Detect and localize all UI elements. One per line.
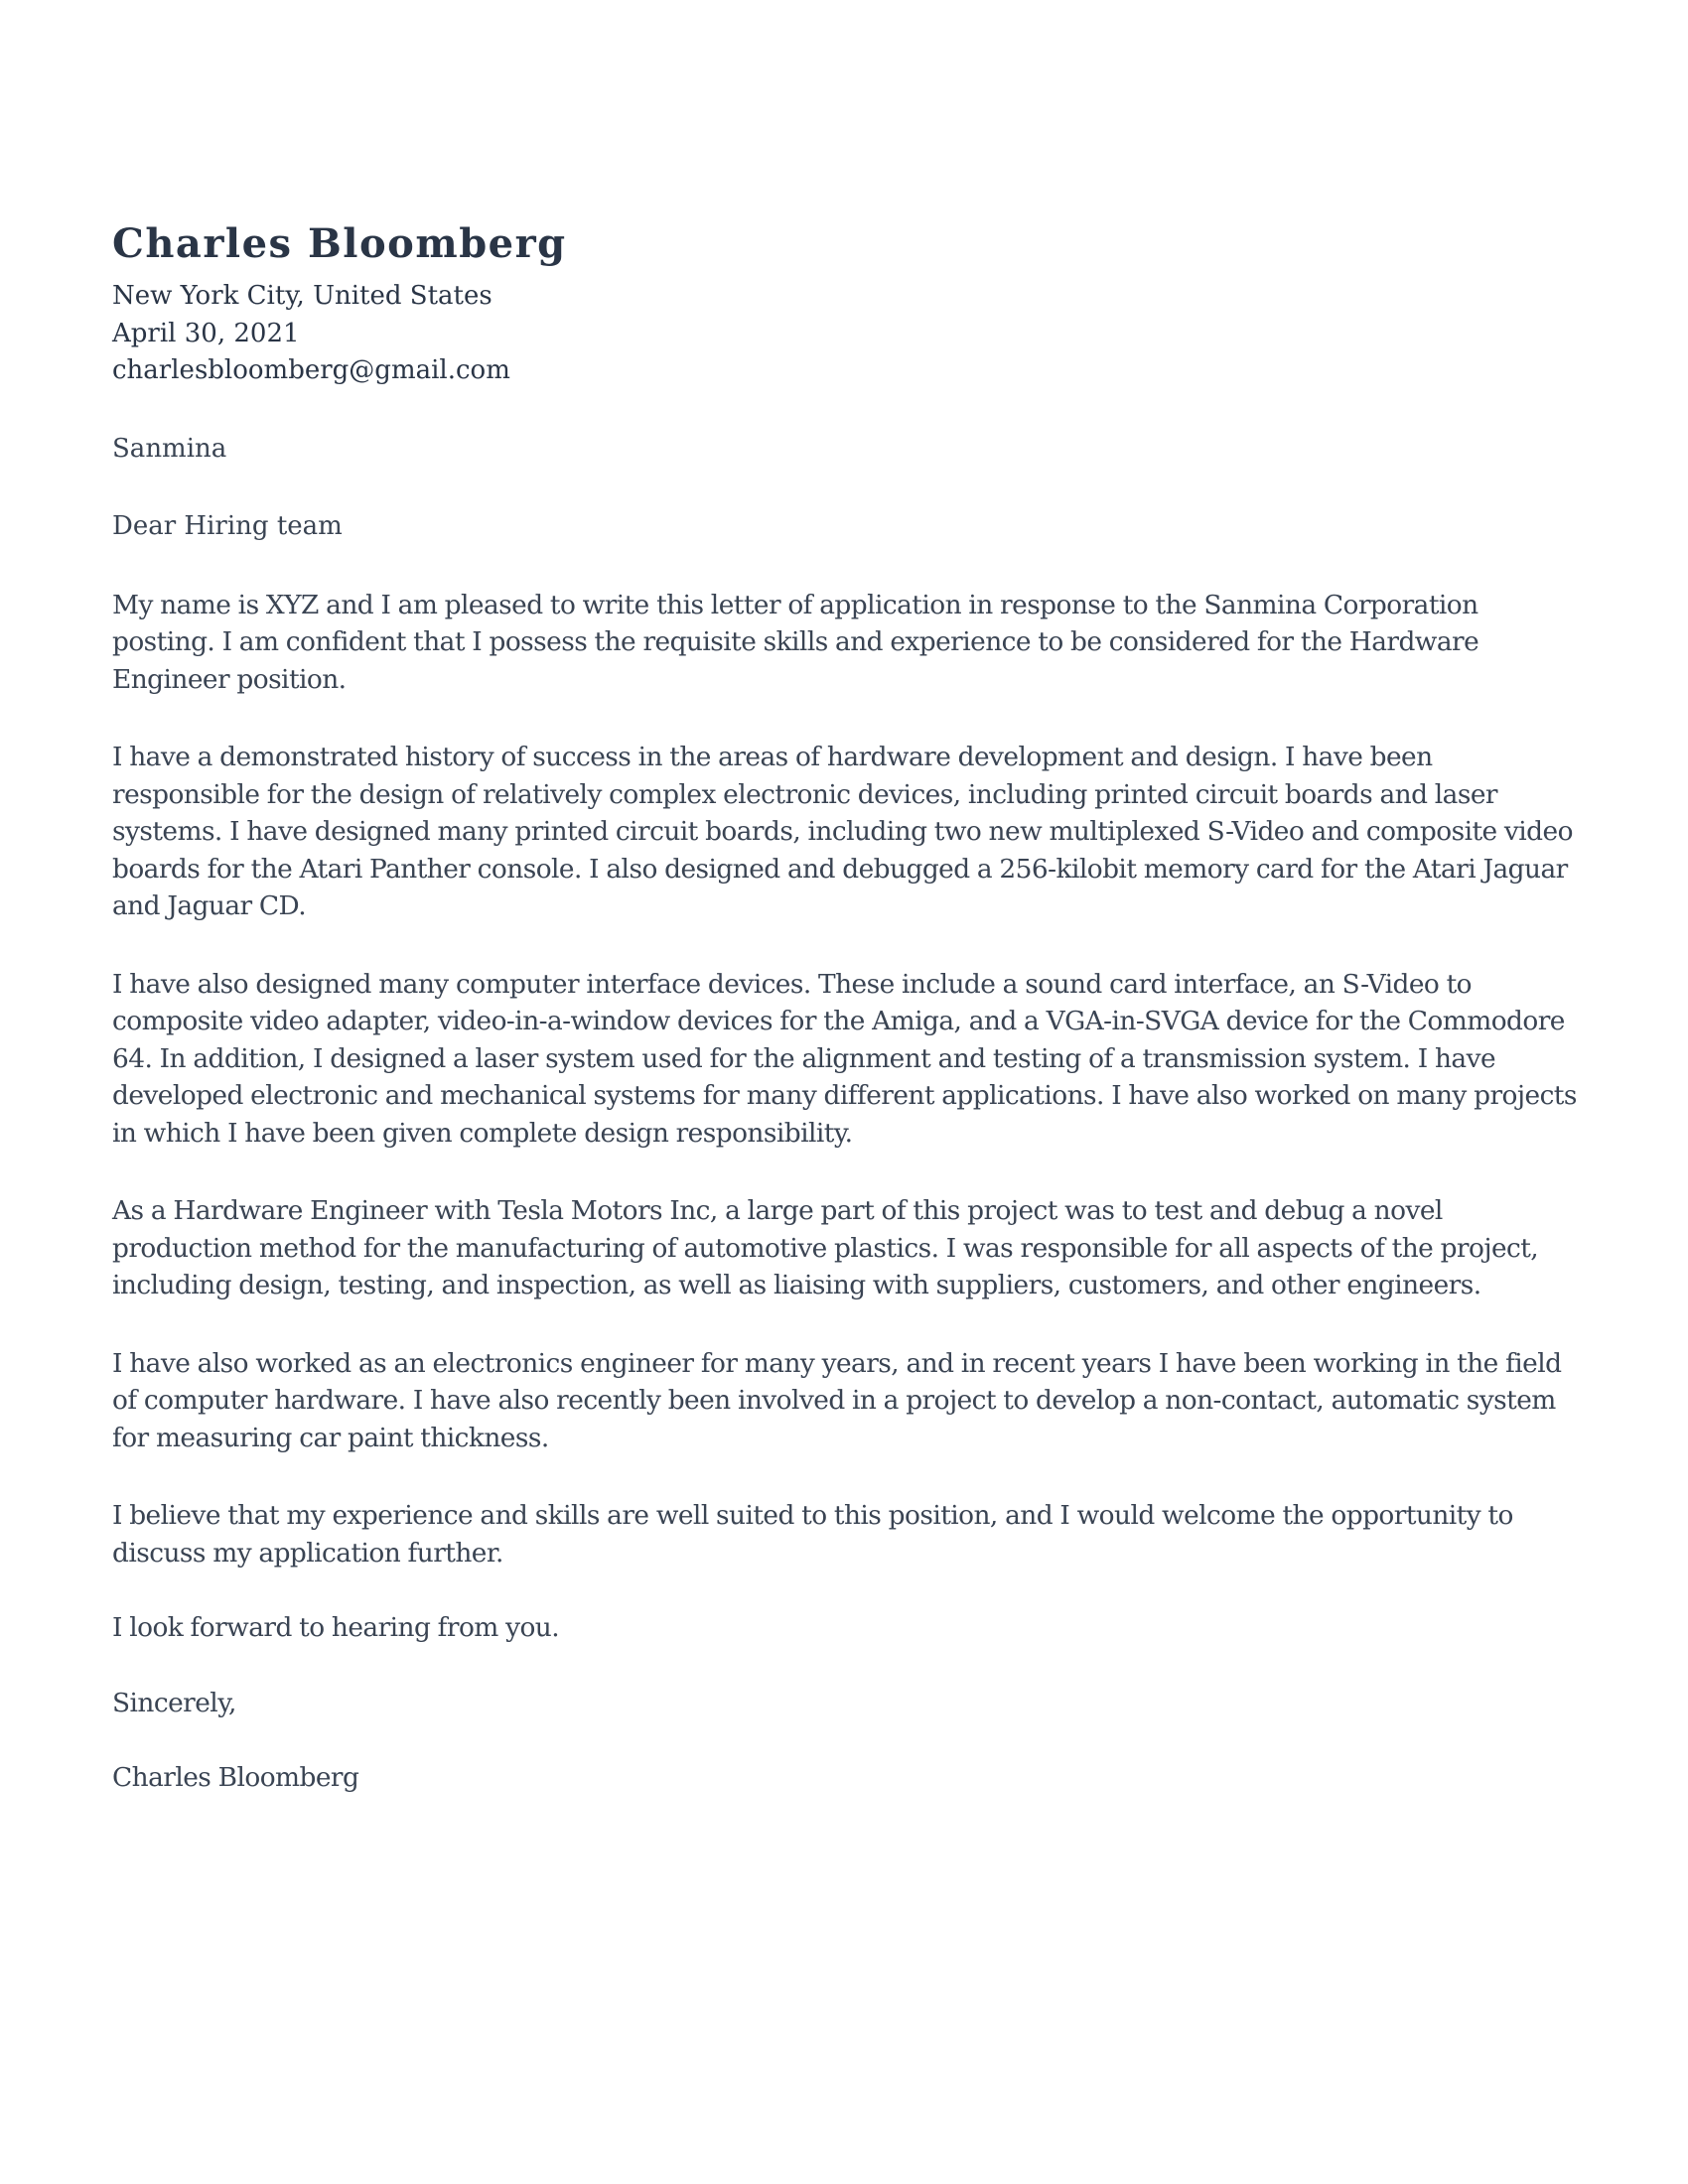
body-paragraph-5: I have also worked as an electronics engineer for many years, and in recent years I have been working in the field of computer hardware. I have also recently been involved in a project to develop a non-contact, automatic system for measuring car paint thickness.	[112, 1347, 1562, 1453]
body-paragraph-6: I believe that my experience and skills are well suited to this position, and I would welcome the opportunity to discuss my application further.	[112, 1500, 1513, 1569]
sender-location: New York City, United States	[112, 281, 492, 311]
letter-date: April 30, 2021	[112, 318, 300, 348]
salutation: Dear Hiring team	[112, 511, 343, 541]
closing-line: I look forward to hearing from you.	[112, 1612, 560, 1643]
body-paragraph-4: As a Hardware Engineer with Tesla Motors Inc, a large part of this project was to test and debug a novel production method for the manufacturing of automotive plastics. I was responsible for all aspects of the project, including design, testing, and inspection, as well as liaising with suppliers, customers, and other engineers.	[112, 1195, 1539, 1300]
cover-letter	[112, 216, 1582, 1797]
sign-off: Sincerely,	[112, 1687, 236, 1718]
signature: Charles Bloomberg	[112, 1762, 359, 1793]
body-paragraph-1: My name is XYZ and I am pleased to write this letter of application in response to the Sanmina Corporation posting. I am confident that I possess the requisite skills and experience to be considered for the Hardware Engineer position.	[112, 589, 1479, 695]
sender-email: charlesbloomberg@gmail.com	[112, 355, 510, 385]
body-paragraph-2: I have a demonstrated history of success in the areas of hardware development and design. I have been responsible for the design of relatively complex electronic devices, including printed circuit boards and laser systems. I have designed many printed circuit boards, including two new multiplexed S-Video and composite video boards for the Atari Panther console. I also designed and debugged a 256-kilobit memory card for the Atari Jaguar and Jaguar CD.	[112, 742, 1573, 921]
body-paragraph-3: I have also designed many computer interface devices. These include a sound card interface, an S-Video to composite video adapter, video-in-a-window devices for the Amiga, and a VGA-in-SVGA device for the Commodore 64. In addition, I designed a laser system used for the alignment and testing of a transmission system. I have developed electronic and mechanical systems for many different applications. I have also worked on many projects in which I have been given complete design responsibility.	[112, 968, 1577, 1149]
sender-name: Charles Bloomberg	[112, 220, 567, 267]
recipient-company: Sanmina	[112, 433, 227, 464]
